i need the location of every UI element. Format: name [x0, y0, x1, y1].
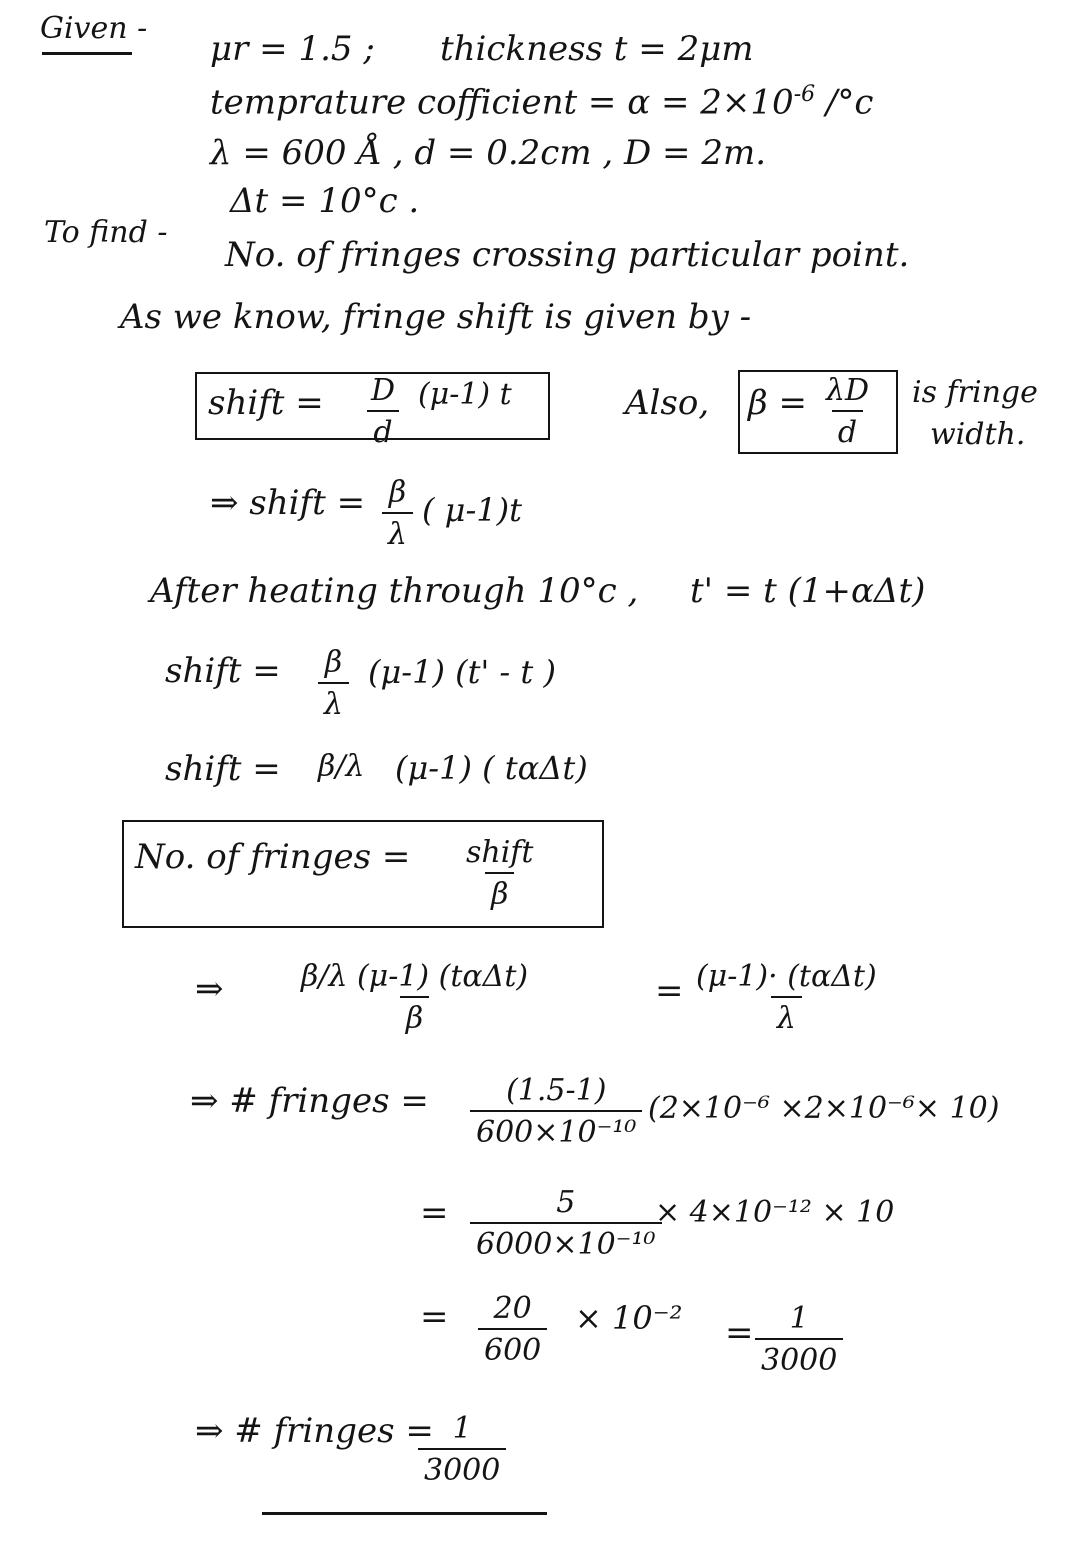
- final-lhs: ⇒ # fringes =: [195, 1411, 434, 1451]
- step2-num: β: [324, 645, 343, 680]
- step4-fraction: [295, 959, 534, 1036]
- final-den: 3000: [418, 1448, 506, 1486]
- fringes-formula-den: β: [485, 872, 514, 910]
- step3-mid: β/λ: [318, 749, 365, 784]
- also-label: Also,: [625, 383, 710, 423]
- step2-rest: (μ-1) (t' - t ): [368, 653, 556, 691]
- step1-num: β: [388, 475, 407, 510]
- shift-formula-num: D: [371, 373, 396, 408]
- step5-den: 600×10⁻¹⁰: [470, 1110, 642, 1148]
- given-temp-text: temprature cofficient = α = 2×10: [210, 82, 794, 123]
- step1-fraction: [382, 475, 413, 552]
- given-wavelength-line: λ = 600 Å , d = 0.2cm , D = 2m.: [210, 133, 767, 173]
- fringe-width-fraction: [820, 373, 875, 450]
- step7-num2: 1: [789, 1301, 809, 1336]
- fringe-width-note1: is fringe: [912, 375, 1038, 410]
- fringe-width-note2: width.: [930, 417, 1026, 452]
- fringe-width-lhs: β =: [748, 383, 807, 423]
- final-fraction: [418, 1411, 506, 1488]
- step7-fraction2: [755, 1301, 843, 1378]
- fringe-width-den: d: [832, 410, 863, 448]
- given-delta-t: Δt = 10°c .: [230, 181, 420, 221]
- step4-den2: λ: [771, 996, 802, 1034]
- step6-fraction: [470, 1185, 662, 1262]
- to-find-text: No. of fringes crossing particular point.: [225, 235, 910, 275]
- step3-lhs: shift =: [165, 749, 281, 789]
- given-label: Given -: [40, 11, 148, 46]
- final-underline: [262, 1512, 547, 1515]
- step7-den: 600: [478, 1328, 547, 1366]
- step5-rest: (2×10⁻⁶ ×2×10⁻⁶× 10): [648, 1091, 1000, 1126]
- step7-eq: =: [420, 1297, 449, 1337]
- step1-lhs: ⇒ shift =: [210, 483, 366, 523]
- fringes-formula-lhs: No. of fringes =: [135, 837, 411, 877]
- step2-lhs: shift =: [165, 651, 281, 691]
- step4-den: β: [400, 996, 429, 1034]
- heating-text: After heating through 10°c ,: [150, 571, 639, 611]
- given-temp-exp: -6: [793, 82, 816, 107]
- step4-num2: (μ-1)· (tαΔt): [696, 959, 877, 994]
- step7-fraction: [478, 1291, 547, 1368]
- step7-eq2: =: [725, 1313, 754, 1353]
- step6-num: 5: [556, 1185, 576, 1220]
- shift-formula-rest: (μ-1) t: [418, 377, 512, 412]
- step6-den: 6000×10⁻¹⁰: [470, 1222, 662, 1260]
- step2-fraction: [318, 645, 349, 722]
- fringes-formula-num: shift: [466, 835, 534, 870]
- shift-formula-lhs: shift =: [208, 383, 324, 423]
- given-temp-unit: /°c: [815, 82, 874, 123]
- step7-den2: 3000: [755, 1338, 843, 1376]
- step5-lhs: ⇒ # fringes =: [190, 1081, 429, 1121]
- given-refractive-index: μr = 1.5 ;: [210, 29, 375, 69]
- fringes-formula-fraction: [460, 835, 539, 912]
- step4-eq: =: [655, 971, 684, 1011]
- step4-num: β/λ (μ-1) (tαΔt): [301, 959, 529, 994]
- step7-rest: × 10⁻²: [575, 1299, 683, 1337]
- heating-formula: t' = t (1+αΔt): [690, 571, 926, 611]
- step4-fraction2: [690, 959, 883, 1036]
- shift-formula-fraction: [365, 373, 401, 450]
- step6-eq: =: [420, 1193, 449, 1233]
- step7-num: 20: [493, 1291, 532, 1326]
- step1-rest: ( μ-1)t: [422, 491, 522, 529]
- final-num: 1: [452, 1411, 472, 1446]
- step5-fraction: [470, 1073, 642, 1150]
- step1-den: λ: [382, 512, 413, 550]
- given-temp-coefficient: [210, 82, 874, 123]
- step4-arrow: ⇒: [195, 969, 224, 1009]
- given-underline: [42, 52, 132, 55]
- step3-rest: (μ-1) ( tαΔt): [395, 749, 588, 787]
- step6-rest: × 4×10⁻¹² × 10: [655, 1195, 895, 1230]
- to-find-label: To find -: [44, 215, 168, 250]
- given-thickness: thickness t = 2μm: [440, 29, 754, 69]
- step5-num: (1.5-1): [506, 1073, 607, 1108]
- intro-text: As we know, fringe shift is given by -: [120, 297, 752, 337]
- fringe-width-num: λD: [826, 373, 870, 408]
- shift-formula-den: d: [367, 410, 398, 448]
- step2-den: λ: [318, 682, 349, 720]
